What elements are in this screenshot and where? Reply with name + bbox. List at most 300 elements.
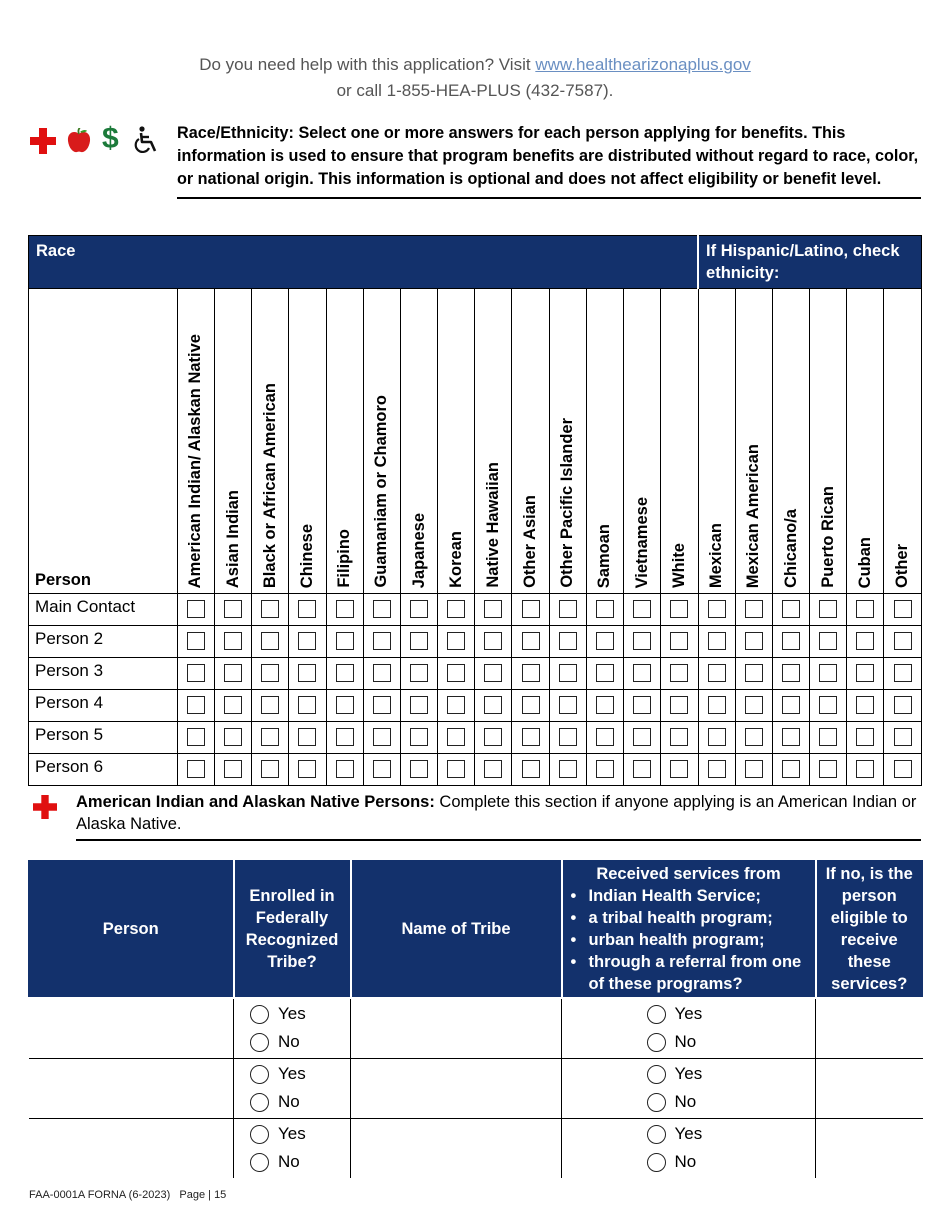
race-checkbox[interactable] <box>894 600 912 618</box>
race-checkbox[interactable] <box>819 664 837 682</box>
race-checkbox[interactable] <box>373 600 391 618</box>
checkbox-cell <box>252 626 289 658</box>
yes-no-group <box>250 1120 334 1176</box>
checkbox-cell <box>772 658 809 690</box>
race-checkbox[interactable] <box>336 696 354 714</box>
yes-radio[interactable] <box>250 1065 269 1084</box>
person-name-cell[interactable] <box>29 1118 234 1178</box>
ethnicity-column-header <box>735 289 772 594</box>
checkbox-cell <box>177 594 214 626</box>
race-checkbox[interactable] <box>410 600 428 618</box>
race-checkbox[interactable] <box>522 664 540 682</box>
race-checkbox[interactable] <box>484 632 502 650</box>
checkbox-cell <box>289 594 326 626</box>
person-label: Person 5 <box>29 722 178 754</box>
services-header <box>562 859 816 998</box>
race-column-header <box>624 289 661 594</box>
race-checkbox[interactable] <box>745 632 763 650</box>
race-checkbox[interactable] <box>336 664 354 682</box>
race-checkbox[interactable] <box>633 600 651 618</box>
race-checkbox[interactable] <box>522 600 540 618</box>
yes-radio[interactable] <box>647 1125 666 1144</box>
yes-radio[interactable] <box>250 1005 269 1024</box>
race-checkbox[interactable] <box>670 664 688 682</box>
checkbox-cell <box>326 594 363 626</box>
race-checkbox[interactable] <box>596 600 614 618</box>
no-option[interactable] <box>647 1028 731 1056</box>
checkbox-cell <box>363 626 400 658</box>
race-checkbox[interactable] <box>633 760 651 778</box>
checkbox-cell <box>698 658 735 690</box>
race-checkbox[interactable] <box>484 760 502 778</box>
race-checkbox[interactable] <box>410 760 428 778</box>
race-checkbox[interactable] <box>484 600 502 618</box>
checkbox-cell <box>810 722 847 754</box>
checkbox-cell <box>847 690 884 722</box>
checkbox-cell <box>289 722 326 754</box>
ethnicity-column-header <box>847 289 884 594</box>
race-checkbox[interactable] <box>782 696 800 714</box>
race-checkbox[interactable] <box>373 632 391 650</box>
race-checkbox[interactable] <box>336 632 354 650</box>
ethnicity-column-header <box>772 289 809 594</box>
checkbox-cell <box>735 658 772 690</box>
race-checkbox[interactable] <box>670 696 688 714</box>
race-checkbox[interactable] <box>633 696 651 714</box>
race-checkbox[interactable] <box>819 760 837 778</box>
eligible-cell[interactable] <box>816 998 923 1058</box>
checkbox-cell <box>400 594 437 626</box>
checkbox-cell <box>549 594 586 626</box>
checkbox-cell <box>214 690 251 722</box>
race-checkbox[interactable] <box>447 632 465 650</box>
race-checkbox[interactable] <box>559 760 577 778</box>
checkbox-cell <box>289 754 326 786</box>
checkbox-cell <box>772 690 809 722</box>
checkbox-cell <box>252 594 289 626</box>
race-checkbox[interactable] <box>894 664 912 682</box>
race-checkbox[interactable] <box>819 632 837 650</box>
tribe-name-cell[interactable] <box>351 1118 562 1178</box>
checkbox-cell <box>438 690 475 722</box>
yes-no-group <box>647 1060 731 1116</box>
checkbox-cell <box>661 658 698 690</box>
checkbox-cell <box>326 722 363 754</box>
race-checkbox[interactable] <box>894 728 912 746</box>
services-item: • through a referral from one of these programs? <box>567 951 811 995</box>
race-ethnicity-instructions: Race/Ethnicity: Select one or more answers for each person applying for benefits. This information is used to ensure that program benefits are distributed without regard to race, color, or national origin. This information is optional and does not affect eligibility or benefit level. <box>177 122 921 199</box>
race-checkbox[interactable] <box>559 600 577 618</box>
race-checkbox[interactable] <box>745 600 763 618</box>
no-option[interactable] <box>250 1028 334 1056</box>
race-checkbox[interactable] <box>559 728 577 746</box>
race-checkbox[interactable] <box>894 696 912 714</box>
checkbox-cell <box>735 690 772 722</box>
no-label: No <box>278 1092 300 1111</box>
checkbox-cell <box>661 754 698 786</box>
checkbox-cell <box>772 594 809 626</box>
race-checkbox[interactable] <box>708 600 726 618</box>
checkbox-cell <box>549 658 586 690</box>
race-checkbox[interactable] <box>261 632 279 650</box>
race-checkbox[interactable] <box>522 728 540 746</box>
checkbox-cell <box>475 626 512 658</box>
yes-radio[interactable] <box>647 1065 666 1084</box>
race-checkbox[interactable] <box>261 696 279 714</box>
checkbox-cell <box>177 690 214 722</box>
checkbox-cell <box>698 626 735 658</box>
race-checkbox[interactable] <box>782 632 800 650</box>
race-checkbox[interactable] <box>447 600 465 618</box>
yes-option[interactable] <box>647 1120 731 1148</box>
race-checkbox[interactable] <box>745 728 763 746</box>
yes-option[interactable] <box>250 1120 334 1148</box>
person-column-header: Person <box>29 289 178 594</box>
race-checkbox[interactable] <box>856 632 874 650</box>
race-checkbox[interactable] <box>745 696 763 714</box>
race-checkbox[interactable] <box>596 760 614 778</box>
no-option[interactable] <box>250 1088 334 1116</box>
checkbox-cell <box>475 722 512 754</box>
checkbox-cell <box>214 754 251 786</box>
race-checkbox[interactable] <box>187 728 205 746</box>
checkbox-cell <box>772 722 809 754</box>
checkbox-cell <box>512 754 549 786</box>
person-label: Person 2 <box>29 626 178 658</box>
race-checkbox[interactable] <box>224 632 242 650</box>
yes-label: Yes <box>674 1064 703 1083</box>
checkbox-cell <box>363 690 400 722</box>
checkbox-cell <box>884 658 922 690</box>
race-checkbox[interactable] <box>261 760 279 778</box>
person-label: Person 6 <box>29 754 178 786</box>
checkbox-cell <box>400 754 437 786</box>
race-checkbox[interactable] <box>410 696 428 714</box>
checkbox-cell <box>177 722 214 754</box>
table-row <box>29 1058 923 1118</box>
no-radio[interactable] <box>647 1153 666 1172</box>
race-checkbox[interactable] <box>596 696 614 714</box>
race-checkbox[interactable] <box>336 760 354 778</box>
race-checkbox[interactable] <box>894 632 912 650</box>
checkbox-cell <box>735 754 772 786</box>
race-checkbox[interactable] <box>670 600 688 618</box>
checkbox-cell <box>624 754 661 786</box>
race-checkbox[interactable] <box>522 696 540 714</box>
race-checkbox[interactable] <box>596 728 614 746</box>
checkbox-cell <box>661 626 698 658</box>
checkbox-cell <box>735 722 772 754</box>
race-checkbox[interactable] <box>447 664 465 682</box>
race-checkbox[interactable] <box>819 600 837 618</box>
race-checkbox[interactable] <box>373 696 391 714</box>
race-checkbox[interactable] <box>559 664 577 682</box>
yes-label: Yes <box>674 1004 703 1024</box>
checkbox-cell <box>810 658 847 690</box>
table-row <box>29 690 922 722</box>
checkbox-cell <box>475 658 512 690</box>
race-checkbox[interactable] <box>187 632 205 650</box>
table-row <box>29 658 922 690</box>
race-checkbox[interactable] <box>670 760 688 778</box>
checkbox-cell <box>586 626 623 658</box>
checkbox-cell <box>363 658 400 690</box>
race-checkbox[interactable] <box>856 760 874 778</box>
eligible-cell[interactable] <box>816 1118 923 1178</box>
race-checkbox[interactable] <box>261 664 279 682</box>
person-header: Person <box>29 859 234 998</box>
race-checkbox[interactable] <box>187 600 205 618</box>
race-checkbox[interactable] <box>484 728 502 746</box>
race-checkbox[interactable] <box>633 632 651 650</box>
race-column-header <box>363 289 400 594</box>
race-checkbox[interactable] <box>224 696 242 714</box>
person-name-cell[interactable] <box>29 1058 234 1118</box>
checkbox-cell <box>586 722 623 754</box>
race-checkbox[interactable] <box>670 632 688 650</box>
race-checkbox[interactable] <box>298 728 316 746</box>
race-checkbox[interactable] <box>782 760 800 778</box>
race-checkbox[interactable] <box>298 600 316 618</box>
enrolled-cell <box>234 998 351 1058</box>
checkbox-cell <box>884 722 922 754</box>
race-checkbox[interactable] <box>856 696 874 714</box>
checkbox-cell <box>326 690 363 722</box>
race-checkbox[interactable] <box>373 760 391 778</box>
race-column-label: Filipino <box>335 529 354 588</box>
race-column-header <box>289 289 326 594</box>
race-checkbox[interactable] <box>336 600 354 618</box>
help-text: Do you need help with this application? Visit <box>199 55 531 74</box>
race-checkbox[interactable] <box>298 632 316 650</box>
race-checkbox[interactable] <box>894 760 912 778</box>
race-column-label: Japanese <box>409 512 428 588</box>
american-indian-title: American Indian and Alaskan Native Persons: <box>76 793 435 811</box>
yes-radio[interactable] <box>250 1125 269 1144</box>
enrolled-cell <box>234 1058 351 1118</box>
page-number: Page | 15 <box>179 1189 227 1201</box>
yes-label: Yes <box>278 1064 306 1083</box>
race-checkbox[interactable] <box>336 728 354 746</box>
race-column-label: Asian Indian <box>223 489 242 588</box>
race-checkbox[interactable] <box>782 728 800 746</box>
race-checkbox[interactable] <box>298 760 316 778</box>
race-checkbox[interactable] <box>522 760 540 778</box>
person-label: Person 4 <box>29 690 178 722</box>
race-checkbox[interactable] <box>596 664 614 682</box>
race-checkbox[interactable] <box>856 600 874 618</box>
no-option[interactable] <box>647 1088 731 1116</box>
race-checkbox[interactable] <box>224 728 242 746</box>
checkbox-cell <box>810 690 847 722</box>
race-checkbox[interactable] <box>559 632 577 650</box>
race-checkbox[interactable] <box>819 728 837 746</box>
services-cell <box>562 1118 816 1178</box>
table-row <box>29 594 922 626</box>
race-column-label: Black or African American <box>260 382 279 588</box>
ethnicity-column-header <box>884 289 922 594</box>
yes-option[interactable] <box>647 1000 731 1028</box>
race-checkbox[interactable] <box>224 664 242 682</box>
race-checkbox[interactable] <box>410 728 428 746</box>
checkbox-cell <box>698 594 735 626</box>
checkbox-cell <box>177 658 214 690</box>
ethnicity-header: If Hispanic/Latino, check ethnicity: <box>698 236 921 289</box>
race-ethnicity-table <box>28 235 922 786</box>
race-column-header <box>326 289 363 594</box>
race-checkbox[interactable] <box>410 664 428 682</box>
race-checkbox[interactable] <box>708 664 726 682</box>
enrolled-cell <box>234 1118 351 1178</box>
checkbox-cell <box>586 690 623 722</box>
tribe-name-cell[interactable] <box>351 998 562 1058</box>
program-icons <box>30 122 160 156</box>
race-checkbox[interactable] <box>224 600 242 618</box>
yes-label: Yes <box>278 1124 306 1144</box>
race-checkbox[interactable] <box>633 728 651 746</box>
checkbox-cell <box>252 690 289 722</box>
race-checkbox[interactable] <box>373 728 391 746</box>
race-checkbox[interactable] <box>187 696 205 714</box>
ethnicity-column-label: Mexican <box>707 522 726 588</box>
race-checkbox[interactable] <box>633 664 651 682</box>
race-checkbox[interactable] <box>522 632 540 650</box>
checkbox-cell <box>400 626 437 658</box>
checkbox-cell <box>847 754 884 786</box>
tribal-services-table <box>28 858 923 1178</box>
ethnicity-column-label: Chicano/a <box>781 509 800 588</box>
wheelchair-icon <box>134 126 160 154</box>
race-checkbox[interactable] <box>745 664 763 682</box>
checkbox-cell <box>512 658 549 690</box>
checkbox-cell <box>772 754 809 786</box>
race-checkbox[interactable] <box>819 696 837 714</box>
race-checkbox[interactable] <box>745 760 763 778</box>
help-banner <box>0 52 950 104</box>
yes-option[interactable] <box>647 1060 731 1088</box>
no-option[interactable] <box>250 1148 334 1176</box>
race-checkbox[interactable] <box>856 664 874 682</box>
race-checkbox[interactable] <box>410 632 428 650</box>
no-radio[interactable] <box>250 1093 269 1112</box>
yes-option[interactable] <box>250 1000 334 1028</box>
table-row <box>29 722 922 754</box>
checkbox-cell <box>252 658 289 690</box>
race-column-label: Korean <box>446 531 465 588</box>
race-checkbox[interactable] <box>708 696 726 714</box>
enrolled-header: Enrolled in Federally Recognized Tribe? <box>234 859 351 998</box>
no-radio[interactable] <box>250 1153 269 1172</box>
no-label: No <box>674 1092 697 1111</box>
checkbox-cell <box>847 626 884 658</box>
race-checkbox[interactable] <box>856 728 874 746</box>
race-checkbox[interactable] <box>782 664 800 682</box>
ethnicity-column-label: Puerto Rican <box>818 486 837 588</box>
race-header: Race <box>29 236 699 289</box>
table-row <box>29 1118 923 1178</box>
eligible-cell[interactable] <box>816 1058 923 1118</box>
ethnicity-column-header <box>810 289 847 594</box>
yes-no-group <box>250 1000 334 1056</box>
table-row <box>29 754 922 786</box>
race-checkbox[interactable] <box>447 728 465 746</box>
checkbox-cell <box>549 722 586 754</box>
person-label: Main Contact <box>29 594 178 626</box>
checkbox-cell <box>661 722 698 754</box>
race-checkbox[interactable] <box>708 632 726 650</box>
apple-icon <box>66 128 92 154</box>
page-footer <box>29 1189 226 1201</box>
race-checkbox[interactable] <box>373 664 391 682</box>
race-checkbox[interactable] <box>187 760 205 778</box>
checkbox-cell <box>624 594 661 626</box>
help-link[interactable]: www.healthearizonaplus.gov <box>535 55 751 74</box>
checkbox-cell <box>772 626 809 658</box>
race-checkbox[interactable] <box>670 728 688 746</box>
race-checkbox[interactable] <box>484 664 502 682</box>
checkbox-cell <box>661 690 698 722</box>
race-checkbox[interactable] <box>298 696 316 714</box>
race-checkbox[interactable] <box>187 664 205 682</box>
no-radio[interactable] <box>250 1033 269 1052</box>
checkbox-cell <box>661 594 698 626</box>
checkbox-cell <box>214 594 251 626</box>
no-label: No <box>674 1152 697 1172</box>
checkbox-cell <box>735 626 772 658</box>
checkbox-cell <box>549 626 586 658</box>
race-checkbox[interactable] <box>708 760 726 778</box>
race-column-header <box>438 289 475 594</box>
race-checkbox[interactable] <box>484 696 502 714</box>
checkbox-cell <box>586 594 623 626</box>
yes-radio[interactable] <box>647 1005 666 1024</box>
tribe-name-cell[interactable] <box>351 1058 562 1118</box>
checkbox-cell <box>698 722 735 754</box>
race-column-label: Other Pacific Islander <box>558 418 577 588</box>
ethnicity-column-label: Other <box>893 543 912 588</box>
table-row <box>29 626 922 658</box>
race-checkbox[interactable] <box>261 728 279 746</box>
no-option[interactable] <box>647 1148 731 1176</box>
race-checkbox[interactable] <box>261 600 279 618</box>
race-column-header <box>661 289 698 594</box>
services-title: Received services from <box>596 864 781 883</box>
ethnicity-column-label: Mexican American <box>744 443 763 588</box>
checkbox-cell <box>289 658 326 690</box>
no-radio[interactable] <box>647 1093 666 1112</box>
checkbox-cell <box>884 626 922 658</box>
race-checkbox[interactable] <box>447 696 465 714</box>
yes-label: Yes <box>674 1124 703 1144</box>
race-checkbox[interactable] <box>596 632 614 650</box>
ethnicity-column-header <box>698 289 735 594</box>
yes-option[interactable] <box>250 1060 334 1088</box>
race-checkbox[interactable] <box>708 728 726 746</box>
no-radio[interactable] <box>647 1033 666 1052</box>
race-checkbox[interactable] <box>447 760 465 778</box>
race-checkbox[interactable] <box>782 600 800 618</box>
race-column-label: Vietnamese <box>632 496 651 588</box>
person-name-cell[interactable] <box>29 998 234 1058</box>
race-checkbox[interactable] <box>224 760 242 778</box>
race-checkbox[interactable] <box>298 664 316 682</box>
race-checkbox[interactable] <box>559 696 577 714</box>
services-item: • Indian Health Service; <box>567 885 811 907</box>
no-label: No <box>674 1032 697 1052</box>
checkbox-cell <box>512 626 549 658</box>
checkbox-cell <box>586 658 623 690</box>
checkbox-cell <box>810 626 847 658</box>
